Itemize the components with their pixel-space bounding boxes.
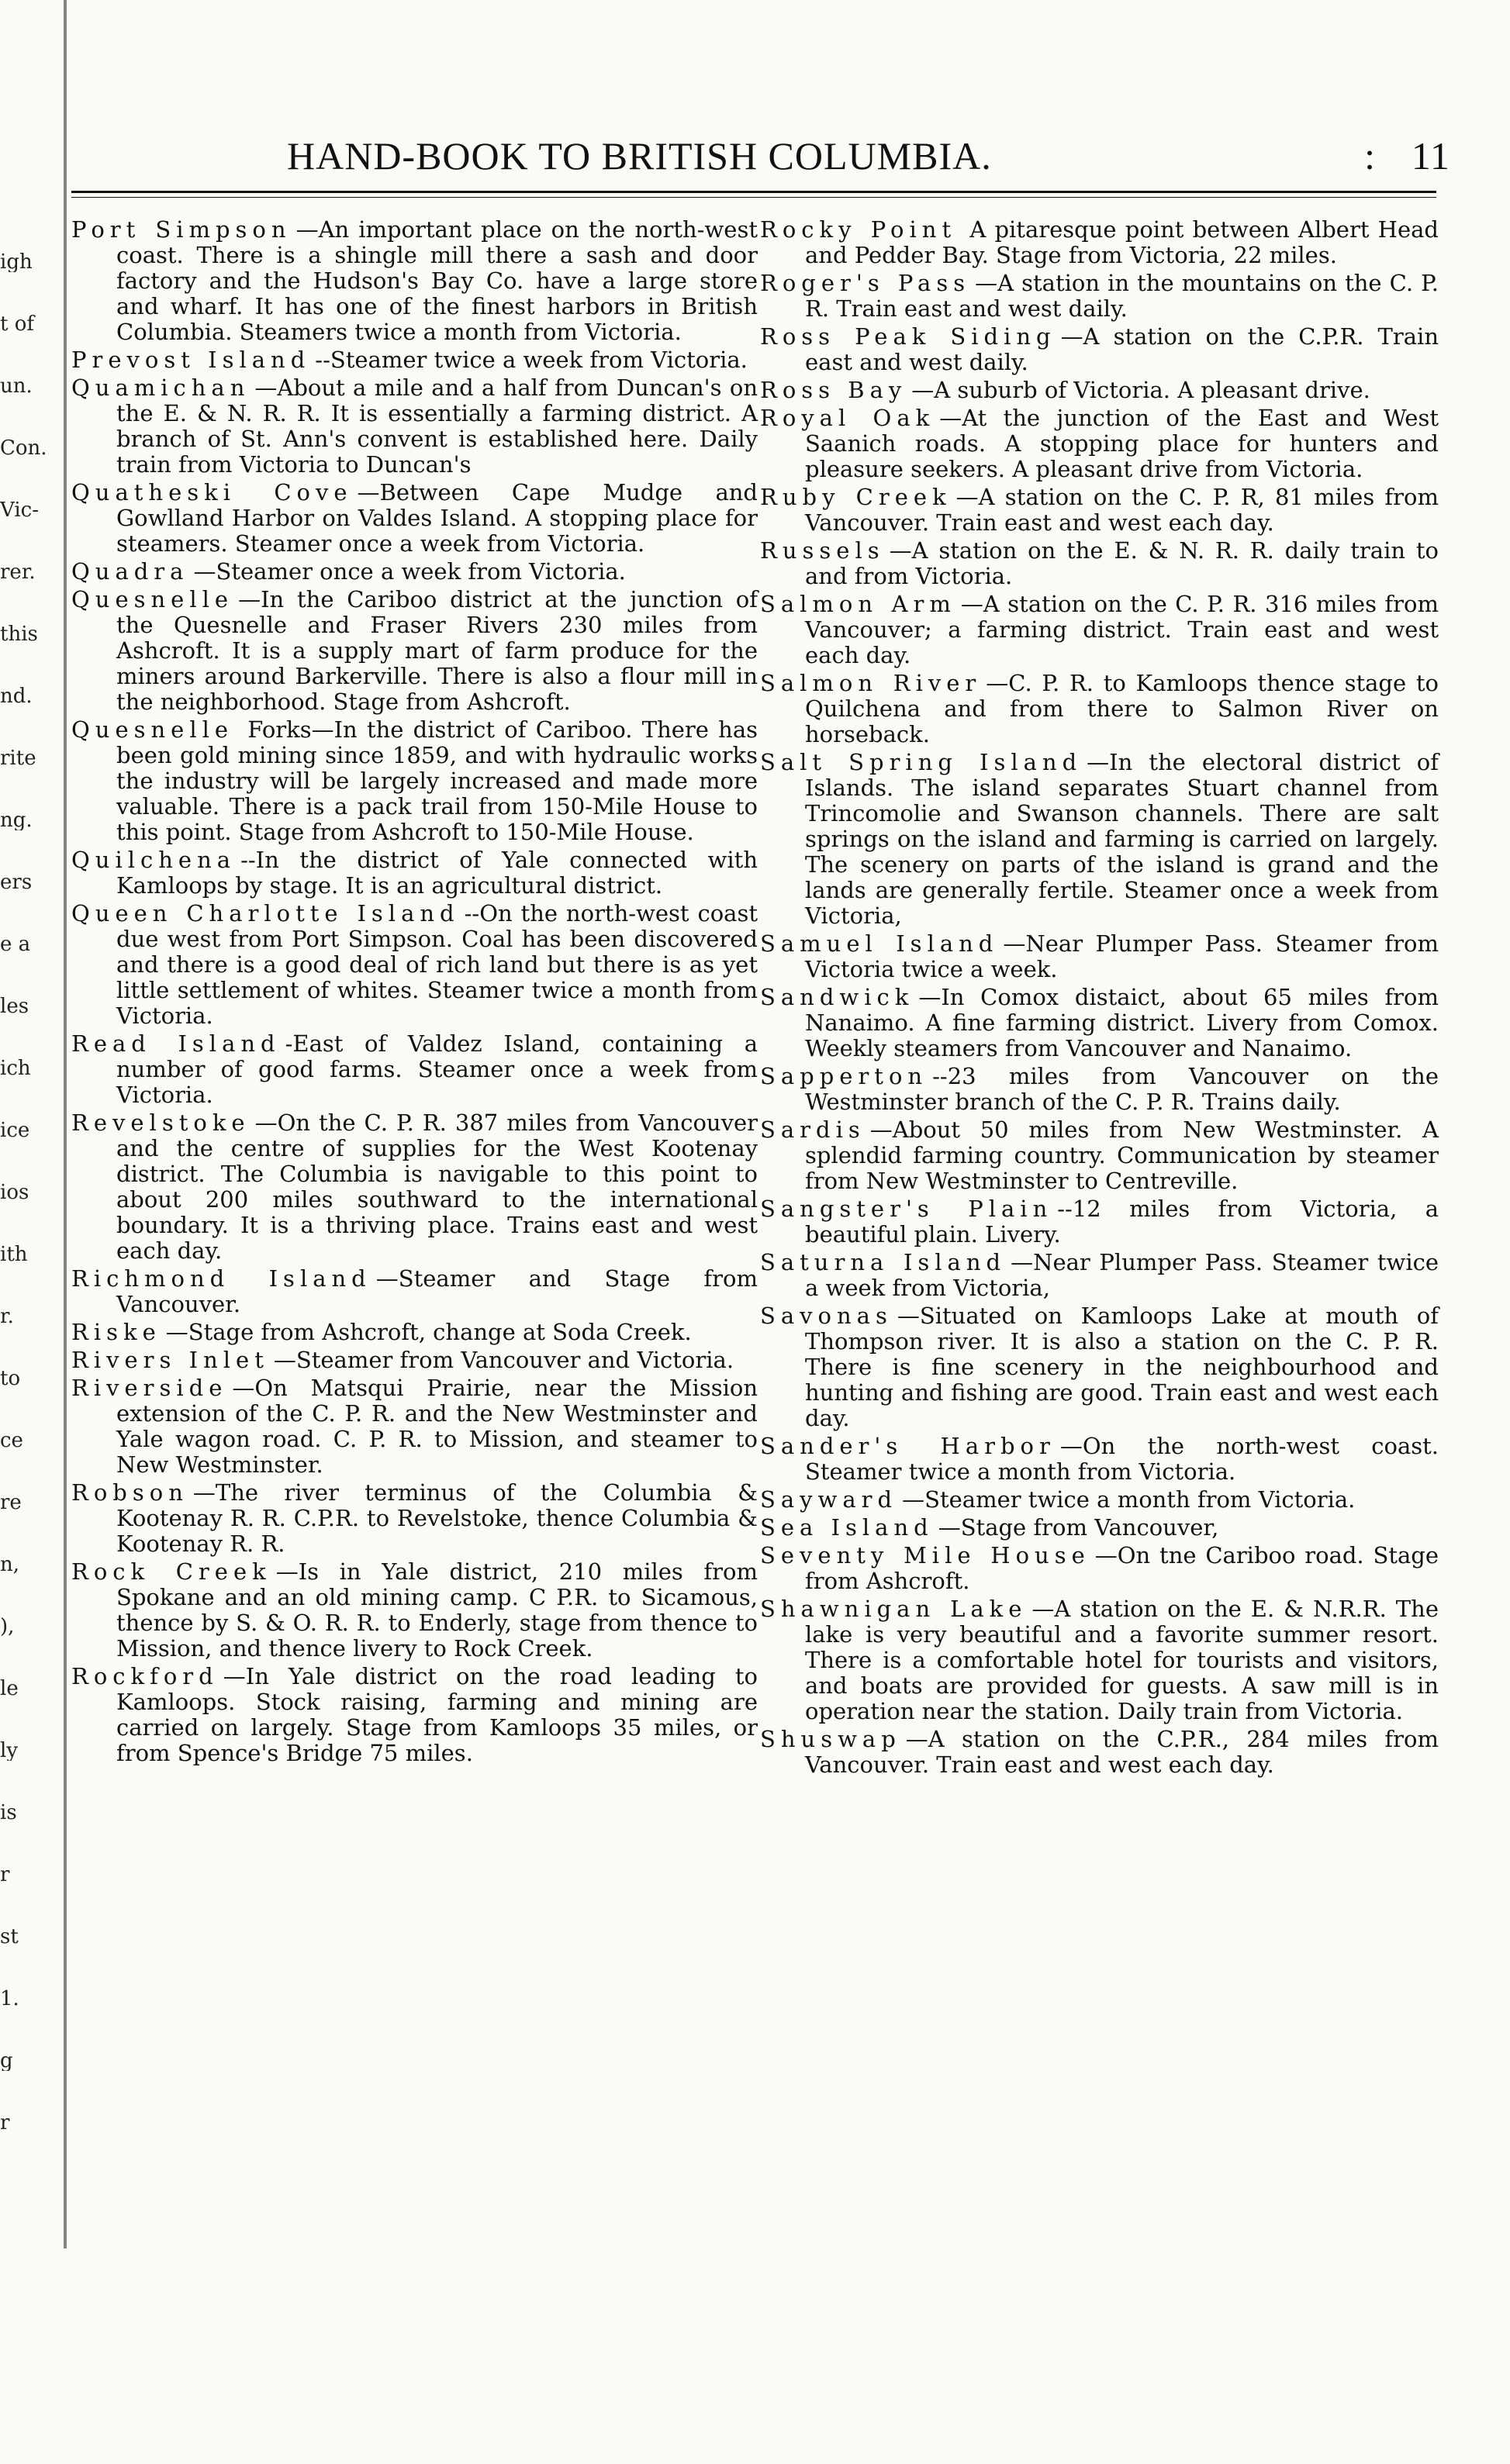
entry (71, 559, 758, 585)
entry (71, 217, 758, 345)
entry-text: —In Yale district on the road leading to Kamloops. Stock raising, farming and mining are carried on largely. Stage from Kamloops 35 miles, or from Spence's Bridge 75 miles. (116, 1663, 758, 1766)
margin-fragment: rite (0, 748, 36, 768)
margin-fragment: r. (0, 1306, 14, 1327)
entry (71, 1266, 758, 1317)
entry-name: Riverside (71, 1375, 228, 1401)
margin-fragment: le (0, 1679, 19, 1699)
entry-name: Revelstoke (71, 1109, 251, 1136)
entry-name: Sandwick (760, 984, 914, 1010)
entry-name: Savonas (760, 1303, 893, 1329)
entry-text: --12 miles from Victoria, a beautiful plain. Livery. (805, 1196, 1439, 1248)
entry (760, 1543, 1439, 1594)
entry-text: —A suburb of Victoria. A pleasant drive. (911, 377, 1370, 403)
entry-name: Rivers Inlet (71, 1347, 269, 1373)
entry (760, 1434, 1439, 1485)
entry-name: Quilchena (71, 847, 237, 873)
entry-text: —A station on the C.P.R. Train east and west daily. (805, 323, 1439, 375)
margin-fragment: un. (0, 376, 33, 396)
entry (760, 1196, 1439, 1248)
margin-fragment: is (0, 1803, 17, 1823)
entry (760, 931, 1439, 982)
entry-name: Quadra (71, 558, 189, 585)
entry (760, 985, 1439, 1061)
margin-fragment: igh (0, 252, 33, 272)
gutter-bar (64, 0, 67, 2248)
right-column (760, 217, 1439, 1780)
margin-fragment: st (0, 1927, 19, 1947)
entry (71, 1320, 758, 1345)
entry-text: —Situated on Kamloops Lake at mouth of Thompson river. It is also a station on the C. P. R. There is fine scenery in the neighbourhood and hunting and fishing are good. Train east and west each day. (805, 1303, 1439, 1431)
entry-text: —A station on the C. P. R, 81 miles from Vancouver. Train east and west each day. (805, 484, 1439, 536)
entry (760, 324, 1439, 375)
margin-fragment: r (0, 2113, 10, 2133)
entry-name: Quamichan (71, 374, 251, 401)
margin-fragment: Con. (0, 438, 47, 458)
entry-text: —In Comox distaict, about 65 miles from Nanaimo. A fine farming district. Livery from Comox. Weekly steamers from Vancouver and Nanaimo. (805, 984, 1439, 1061)
entry-name: Rockford (71, 1663, 219, 1689)
margin-fragment: this (0, 624, 38, 644)
entry-text: —In the Cariboo district at the junction of the Quesnelle and Fraser Rivers 230 miles from Ashcroft. It is a supply mart of farm produce for the miners around Barkerville. There is also a flour mill in the neighborhood. Stage from Ashcroft. (116, 586, 758, 715)
entry-text: Forks—In the district of Cariboo. There has been gold mining since 1859, and with hydraulic works the industry will be largely increased and made more valuable. There is a pack trail from 150-Mile House to this point. Stage from Ashcroft to 150-Mile House. (116, 716, 758, 845)
entry-name: Sea Island (760, 1514, 934, 1541)
entry-name: Port Simpson (71, 216, 292, 243)
entry (760, 538, 1439, 589)
entry-name: Sayward (760, 1486, 898, 1513)
margin-fragment: ly (0, 1741, 19, 1761)
entry-text: --Steamer twice a week from Victoria. (315, 347, 748, 373)
margin-fragment: t of (0, 314, 34, 334)
entry-text: —C. P. R. to Kamloops thence stage to Quilchena and from there to Salmon River on horseback. (805, 670, 1439, 747)
entry-name: Samuel Island (760, 930, 999, 957)
entry-text: —A station in the mountains on the C. P. R. Train east and west daily. (805, 270, 1439, 322)
page-title: HAND-BOOK TO BRITISH COLUMBIA. (287, 134, 992, 178)
entry (760, 1727, 1439, 1778)
entry (760, 1117, 1439, 1194)
entry (760, 671, 1439, 747)
entry (71, 1031, 758, 1108)
entry-text: —Is in Yale district, 210 miles from Spokane and an old mining camp. C P.R. to Sicamous, thence by S. & O. R. R. to Enderly, stage from thence to Mission, and thence livery to Rock Creek. (116, 1558, 758, 1662)
margin-fragment: ers (0, 872, 33, 892)
margin-fragment: ), (0, 1617, 15, 1637)
entry (71, 901, 758, 1029)
entry-text: —On tne Cariboo road. Stage from Ashcroft. (805, 1542, 1439, 1594)
entry-text: —In the electoral district of Islands. The island separates Stuart channel from Trincomolie and Swanson channels. There are salt springs on the island and farming is carried on largely. The scenery on parts of the island is grand and the lands are generally fertile. Steamer once a week from Victoria, (805, 749, 1439, 929)
entry-text: —Steamer and Stage from Vancouver. (116, 1265, 758, 1317)
entry-text: —At the junction of the East and West Saanich roads. A stopping place for hunters and pleasure seekers. A pleasant drive from Victoria. (805, 405, 1439, 482)
header-rule (71, 191, 1436, 193)
entry-name: Roger's Pass (760, 270, 971, 296)
entry (760, 217, 1439, 268)
entry-text: -East of Valdez Island, containing a number of good farms. Steamer once a week from Victoria. (116, 1030, 758, 1108)
entry-name: Richmond Island (71, 1265, 371, 1292)
entry-text: —A station on the C.P.R., 284 miles from Vancouver. Train east and west each day. (805, 1726, 1439, 1778)
margin-fragment: e a (0, 934, 31, 954)
entry-name: Queen Charlotte Island (71, 900, 460, 927)
entry (71, 1375, 758, 1478)
entry-text: A pitaresque point between Albert Head and Pedder Bay. Stage from Victoria, 22 miles. (805, 216, 1439, 268)
entry (760, 1596, 1439, 1724)
entry (71, 375, 758, 478)
entry-text: —About a mile and a half from Duncan's on the E. & N. R. R. It is essentially a farming district. A branch of St. Ann's convent is established here. Daily train from Victoria to Duncan's (116, 374, 758, 478)
entry-name: Prevost Island (71, 347, 311, 373)
margin-fragment: ce (0, 1430, 23, 1451)
entry-name: Sapperton (760, 1063, 928, 1089)
margin-fragment: ng. (0, 810, 33, 830)
entry (760, 405, 1439, 482)
entry (71, 587, 758, 715)
entry-name: Shawnigan Lake (760, 1596, 1028, 1622)
entry (760, 1487, 1439, 1513)
entry-text: —Near Plumper Pass. Steamer twice a week from Victoria, (805, 1249, 1439, 1301)
left-column (71, 217, 758, 1769)
entry-name: Ruby Creek (760, 484, 952, 510)
entry-text: —On Matsqui Prairie, near the Mission extension of the C. P. R. and the New Westminster and Yale wagon road. C. P. R. to Mission, and steamer to New Westminster. (116, 1375, 758, 1478)
entry (760, 1515, 1439, 1541)
entry-text: —Between Cape Mudge and Gowlland Harbor on Valdes Island. A stopping place for steamers. Steamer once a week from Victoria. (116, 479, 758, 557)
margin-fragment: rer. (0, 562, 36, 582)
margin-fragment: les (0, 996, 29, 1016)
header-colon: : (1364, 134, 1376, 178)
entry-name: Royal Oak (760, 405, 935, 431)
margin-fragment: ios (0, 1182, 29, 1203)
margin-fragment: ich (0, 1058, 31, 1078)
entry (71, 480, 758, 557)
entry-name: Rock Creek (71, 1558, 271, 1585)
entry (71, 1348, 758, 1373)
entry (760, 592, 1439, 668)
entry-name: Seventy Mile House (760, 1542, 1090, 1568)
entry (760, 378, 1439, 403)
entry-text: —On the north-west coast. Steamer twice a month from Victoria. (805, 1433, 1439, 1485)
margin-fragment: r (0, 1865, 10, 1885)
entry-name: Sardis (760, 1116, 866, 1143)
header-rule-thin (71, 197, 1436, 198)
margin-fragment: ice (0, 1120, 30, 1141)
running-head (287, 133, 1450, 178)
entry-name: Salt Spring Island (760, 749, 1083, 775)
entry (760, 485, 1439, 536)
entry-text: —Stage from Vancouver, (938, 1514, 1219, 1541)
entry-text: —Steamer from Vancouver and Victoria. (273, 1347, 734, 1373)
entry (760, 1250, 1439, 1301)
margin-fragment: Vic- (0, 500, 39, 520)
entry-text: —The river terminus of the Columbia & Kootenay R. R. C.P.R. to Revelstoke, thence Columbia & Kootenay R. R. (116, 1479, 758, 1557)
entry-text: —On the C. P. R. 387 miles from Vancouver and the centre of supplies for the West Kootenay district. The Columbia is navigable to this point to about 200 miles southward to the international boundary. It is a thriving place. Trains east and west each day. (116, 1109, 758, 1264)
entry (760, 750, 1439, 929)
entry (71, 717, 758, 845)
entry-name: Sangster's Plain (760, 1196, 1053, 1222)
entry (71, 1664, 758, 1766)
entry (71, 847, 758, 899)
entry-name: Sander's Harbor (760, 1433, 1056, 1459)
margin-fragment: nd. (0, 686, 33, 706)
margin-fragment: n, (0, 1555, 20, 1575)
entry (71, 1110, 758, 1264)
entry-name: Rocky Point (760, 216, 957, 243)
page-number: 11 (1411, 134, 1450, 178)
entry-text: —Near Plumper Pass. Steamer from Victoria twice a week. (805, 930, 1439, 982)
margin-fragment: 1. (0, 1989, 19, 2009)
entry-text: —Steamer once a week from Victoria. (193, 558, 626, 585)
entry-name: Robson (71, 1479, 188, 1506)
margin-fragment: g (0, 2051, 13, 2071)
entry-name: Quesnelle (71, 716, 234, 743)
entry (71, 347, 758, 373)
entry-text: --23 miles from Vancouver on the Westminster branch of the C. P. R. Trains daily. (805, 1063, 1439, 1115)
entry-text: --In the district of Yale connected with Kamloops by stage. It is an agricultural district. (116, 847, 758, 899)
entry-name: Saturna Island (760, 1249, 1007, 1275)
entry-text: —A station on the C. P. R. 316 miles from Vancouver; a farming district. Train east and west each day. (805, 591, 1439, 668)
entry-text: —A station on the E. & N.R.R. The lake is very beautiful and a favorite summer resort. There is a comfortable hotel for tourists and visitors, and boats are provided for guests. A saw mill is in operation near the station. Daily train from Victoria. (805, 1596, 1439, 1724)
entry-text: --On the north-west coast due west from Port Simpson. Coal has been discovered and there is a good deal of rich land but there is as yet little settlement of whites. Steamer twice a month from Victoria. (116, 900, 758, 1029)
entry-name: Read Island (71, 1030, 281, 1057)
entry (71, 1480, 758, 1557)
entry-text: —About 50 miles from New Westminster. A splendid farming country. Communication by steamer from New Westminster to Centreville. (805, 1116, 1439, 1194)
entry-name: Salmon Arm (760, 591, 956, 617)
entry (760, 271, 1439, 322)
entry (760, 1064, 1439, 1115)
entry (760, 1303, 1439, 1431)
entry-text: —Steamer twice a month from Victoria. (902, 1486, 1356, 1513)
entry-name: Russels (760, 537, 885, 564)
margin-fragment: re (0, 1493, 22, 1513)
entry-name: Quesnelle (71, 586, 234, 613)
margin-fragment: to (0, 1368, 21, 1389)
entry-name: Shuswap (760, 1726, 901, 1752)
entry-name: Riske (71, 1319, 161, 1345)
entry-name: Ross Peak Siding (760, 323, 1056, 350)
entry (71, 1559, 758, 1662)
entry-text: —A station on the E. & N. R. R. daily train to and from Victoria. (805, 537, 1439, 589)
entry-name: Ross Bay (760, 377, 907, 403)
entry-name: Salmon River (760, 670, 982, 696)
entry-name: Quatheski Cove (71, 479, 353, 506)
entry-text: —An important place on the north-west coast. There is a shingle mill there a sash and door factory and the Hudson's Bay Co. have a large store and wharf. It has one of the finest harbors in British Columbia. Steamers twice a month from Victoria. (116, 216, 758, 345)
margin-fragment: ith (0, 1244, 28, 1265)
entry-text: —Stage from Ashcroft, change at Soda Creek. (165, 1319, 692, 1345)
